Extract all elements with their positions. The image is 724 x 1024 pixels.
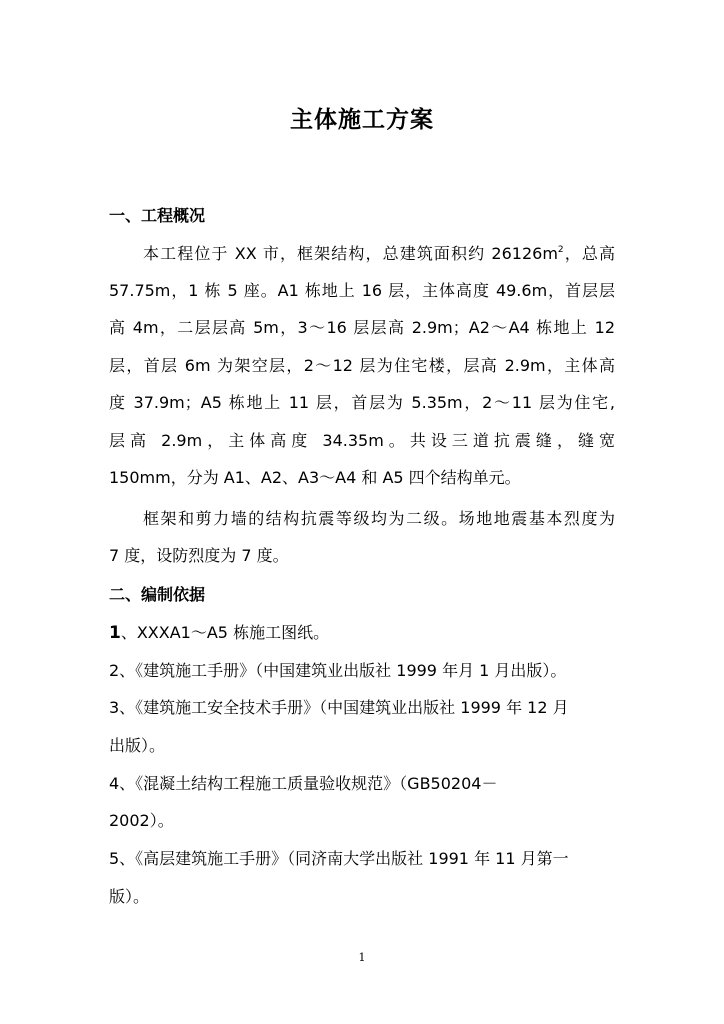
list-item: 2、《建筑施工手册》（中国建筑业出版社 1999 年月 1 月出版）。 <box>109 661 567 680</box>
page-number: 1 <box>358 951 366 964</box>
section-heading-overview: 一、工程概况 <box>109 206 206 225</box>
list-item-continuation: 2002）。 <box>109 811 174 830</box>
text-span: ，总高 <box>563 244 615 263</box>
paragraph-line: 框架和剪力墙的结构抗震等级均为二级。场地地震基本烈度为 <box>143 509 615 528</box>
list-number: 1 <box>109 623 121 643</box>
paragraph-line: 7 度，设防烈度为 7 度。 <box>109 546 289 565</box>
text-span: 本工程位于 XX 市，框架结构，总建筑面积约 26126m <box>143 244 558 263</box>
paragraph-line: 高 4m，二层层高 5m，3～16 层层高 2.9m；A2～A4 栋地上 12 <box>109 318 615 337</box>
paragraph-line: 度 37.9m；A5 栋地上 11 层，首层为 5.35m，2～11 层为住宅, <box>109 393 615 412</box>
paragraph-line: 150mm，分为 A1、A2、A3～A4 和 A5 四个结构单元。 <box>109 468 521 487</box>
list-item-continuation: 出版）。 <box>109 736 166 755</box>
list-item: 4、《混凝土结构工程施工质量验收规范》（GB50204－ <box>109 774 498 793</box>
paragraph-line <box>143 237 615 271</box>
list-item <box>109 616 615 650</box>
superscript: 2 <box>557 244 564 255</box>
paragraph-line: 层高 2.9m，主体高度 34.35m。共设三道抗震缝，缝宽 <box>109 431 615 450</box>
paragraph-line: 57.75m，1 栋 5 座。A1 栋地上 16 层，主体高度 49.6m，首层层 <box>109 281 615 300</box>
paragraph-line: 层，首层 6m 为架空层，2～12 层为住宅楼，层高 2.9m，主体高 <box>109 356 615 375</box>
list-item: 3、《建筑施工安全技术手册》（中国建筑业出版社 1999 年 12 月 <box>109 698 569 717</box>
list-item-text: 、XXXA1～A5 栋施工图纸。 <box>120 623 330 642</box>
list-item-continuation: 版）。 <box>109 887 150 906</box>
section-heading-basis: 二、编制依据 <box>109 585 206 604</box>
page-title: 主体施工方案 <box>290 107 434 133</box>
list-item: 5、《高层建筑施工手册》（同济南大学出版社 1991 年 11 月第一 <box>109 849 569 868</box>
